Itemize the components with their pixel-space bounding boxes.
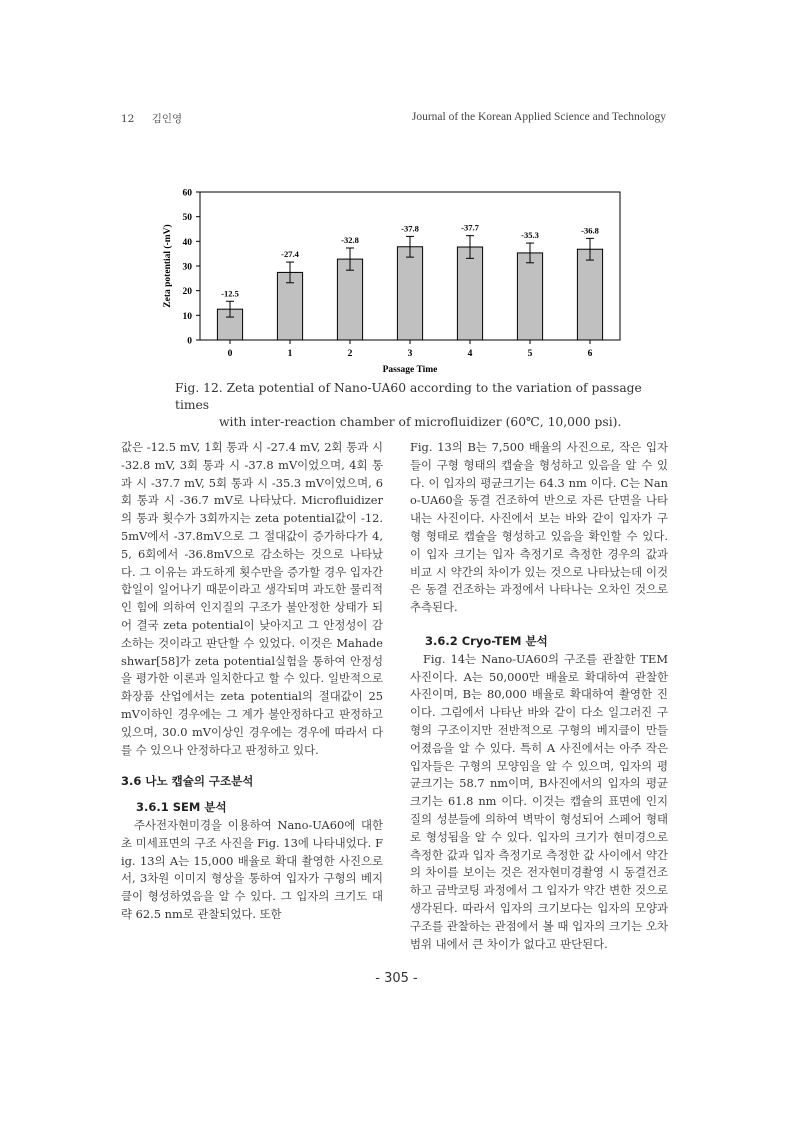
caption-line-2: with inter-reaction chamber of microfluidizer (60℃, 10,000 psi).	[219, 415, 622, 429]
caption-line-1: Fig. 12. Zeta potential of Nano-UA60 according to the variation of passage times	[175, 381, 642, 412]
bar	[337, 259, 362, 340]
data-label: -12.5	[221, 288, 239, 299]
zeta-potential-chart	[150, 180, 630, 380]
y-tick-label: 50	[182, 213, 192, 224]
x-tick-label: 6	[587, 349, 593, 359]
x-tick-label: 1	[287, 349, 293, 359]
left-column	[121, 439, 383, 924]
header-journal: Journal of the Korean Applied Science and Technology	[411, 111, 666, 123]
y-tick-label: 40	[182, 237, 192, 248]
header-author: 김인영	[151, 113, 183, 125]
y-tick-label: 0	[187, 336, 192, 347]
data-label: -36.8	[581, 225, 599, 236]
x-axis-label: Passage Time	[382, 365, 438, 375]
figure-caption	[150, 380, 646, 431]
subsection-heading: 3.6.2 Cryo-TEM 분석	[425, 633, 548, 648]
data-label: -37.7	[461, 222, 479, 233]
data-label: -35.3	[521, 230, 539, 241]
y-tick-label: 60	[182, 188, 192, 199]
data-label: -27.4	[281, 249, 299, 260]
paragraph: Fig. 13의 B는 7,500 배율의 사진으로, 작은 입자들이 구형 형태의 캡슐을 형성하고 있음을 알 수 있다. 이 입자의 평균크기는 64.3 nm 이다. C는 Nano-UA60을 동결 건조하여 반으로 자른 단면을 나타내는 사진이다. 사진에서 보는 바와 같이 입자가 구형 형태로 캡슐을 형성하고 있음을 확인할 수 있다. 이 입자 크기는 입자 측정기로 측정한 경우의 값과 비교 시 약간의 차이가 있는 것으로 나타났는데 이것은 동결 건조하는 과정에서 나타나는 오차인 것으로 추측된다.	[410, 440, 668, 615]
data-label: -37.8	[401, 223, 419, 234]
y-axis-label: Zeta potential (-mV)	[163, 224, 173, 308]
x-tick-label: 2	[347, 349, 353, 359]
x-tick-label: 5	[527, 349, 533, 359]
x-tick-label: 3	[407, 349, 413, 359]
right-column	[410, 439, 668, 953]
page-number: - 305 -	[375, 971, 418, 986]
section-heading: 3.6 나노 캡슐의 구조분석	[121, 774, 254, 789]
y-tick-label: 30	[182, 262, 192, 273]
data-label: -32.8	[341, 234, 359, 245]
header-page-number: 12	[121, 113, 135, 125]
bar	[397, 247, 422, 340]
paragraph: 값은 -12.5 mV, 1회 통과 시 -27.4 mV, 2회 통과 시 -32.8 mV, 3회 통과 시 -37.8 mV이었으며, 4회 통과 시 -37.7 mV, 5회 통과 시 -35.3 mV이었으며, 6회 통과 시 -36.7 mV로 나타났다. Microfluidizer의 통과 횟수가 3회까지는 zeta potential값이 -12.5mV에서 -37.8mV으로 그 절대값이 증가하다가 4, 5, 6회에서 -36.8mV으로 감소하는 것으로 나타났다. 그 이유는 과도하게 횟수만을 증가할 경우 입자간 합일이 일어나기 때문이라고 생각되며 과도한 물리적인 힘에 의하여 인지질의 구조가 불안정한 상태가 되어 결국 zeta potential이 낮아지고 그 안정성이 감소하는 것이라고 판단할 수 있었다. 이것은 Mahadeshwar[58]가 zeta potential실험을 통하여 안정성을 평가한 이론과 일치한다고 할 수 있다. 일반적으로 화장품 산업에서는 zeta potential의 절대값이 25 mV이하인 경우에는 그 계가 불안정하다고 판정하고 있으며, 30.0 mV이상인 경우에는 경우에 따라서 다를 수 있으나 안정하다고 판정하고 있다.	[121, 440, 383, 757]
running-header	[121, 111, 666, 127]
subsection-heading: 3.6.1 SEM 분석	[136, 800, 227, 815]
y-tick-label: 20	[182, 287, 192, 298]
bar	[457, 247, 482, 340]
bar	[577, 249, 602, 340]
y-tick-label: 10	[182, 311, 192, 322]
x-tick-label: 4	[467, 349, 473, 359]
paragraph: 주사전자현미경을 이용하여 Nano-UA60에 대한 초 미세표면의 구조 사진을 Fig. 13에 나타내었다. Fig. 13의 A는 15,000 배율로 확대 촬영한 사진으로서, 3차원 이미지 형상을 통하여 입자가 구형의 베지클이 형성하였음을 알 수 있다. 그 입자의 크기도 대략 62.5 nm로 관찰되었다. 또한	[121, 817, 383, 921]
x-tick-label: 0	[227, 349, 233, 359]
bar	[517, 253, 542, 340]
paragraph: Fig. 14는 Nano-UA60의 구조를 관찰한 TEM 사진이다. A는 50,000만 배율로 확대하여 관찰한 사진이며, B는 80,000 배율로 확대하여 촬영한 진이다. 그림에서 나타난 바와 같이 다소 일그러진 구형의 구조이지만 전반적으로 구형의 베지클이 만들어졌음을 알 수 있다. 특히 A 사진에서는 아주 작은 입자들은 구형의 모양임을 알 수 있으며, 입자의 평균크기는 58.7 nm이며, B사진에서의 입자의 평균크기는 61.8 nm 이다. 이것는 캡슐의 표면에 인지질의 성분들에 의하여 벽막이 형성되어 스페어 형태로 형성됨을 알 수 있다. 입자의 크기가 현미경으로 측정한 값과 입자 측정기로 측정한 값 사이에서 약간의 차이를 보이는 것은 전자현미경촬영 시 동결건조하고 금박코팅 과정에서 그 입자가 약간 변한 것으로 생각된다. 따라서 입자의 크기보다는 입자의 모양과 구조를 관찰하는 관점에서 볼 때 입자의 크기는 오차 범위 내에서 큰 차이가 없다고 판단된다.	[410, 651, 668, 951]
